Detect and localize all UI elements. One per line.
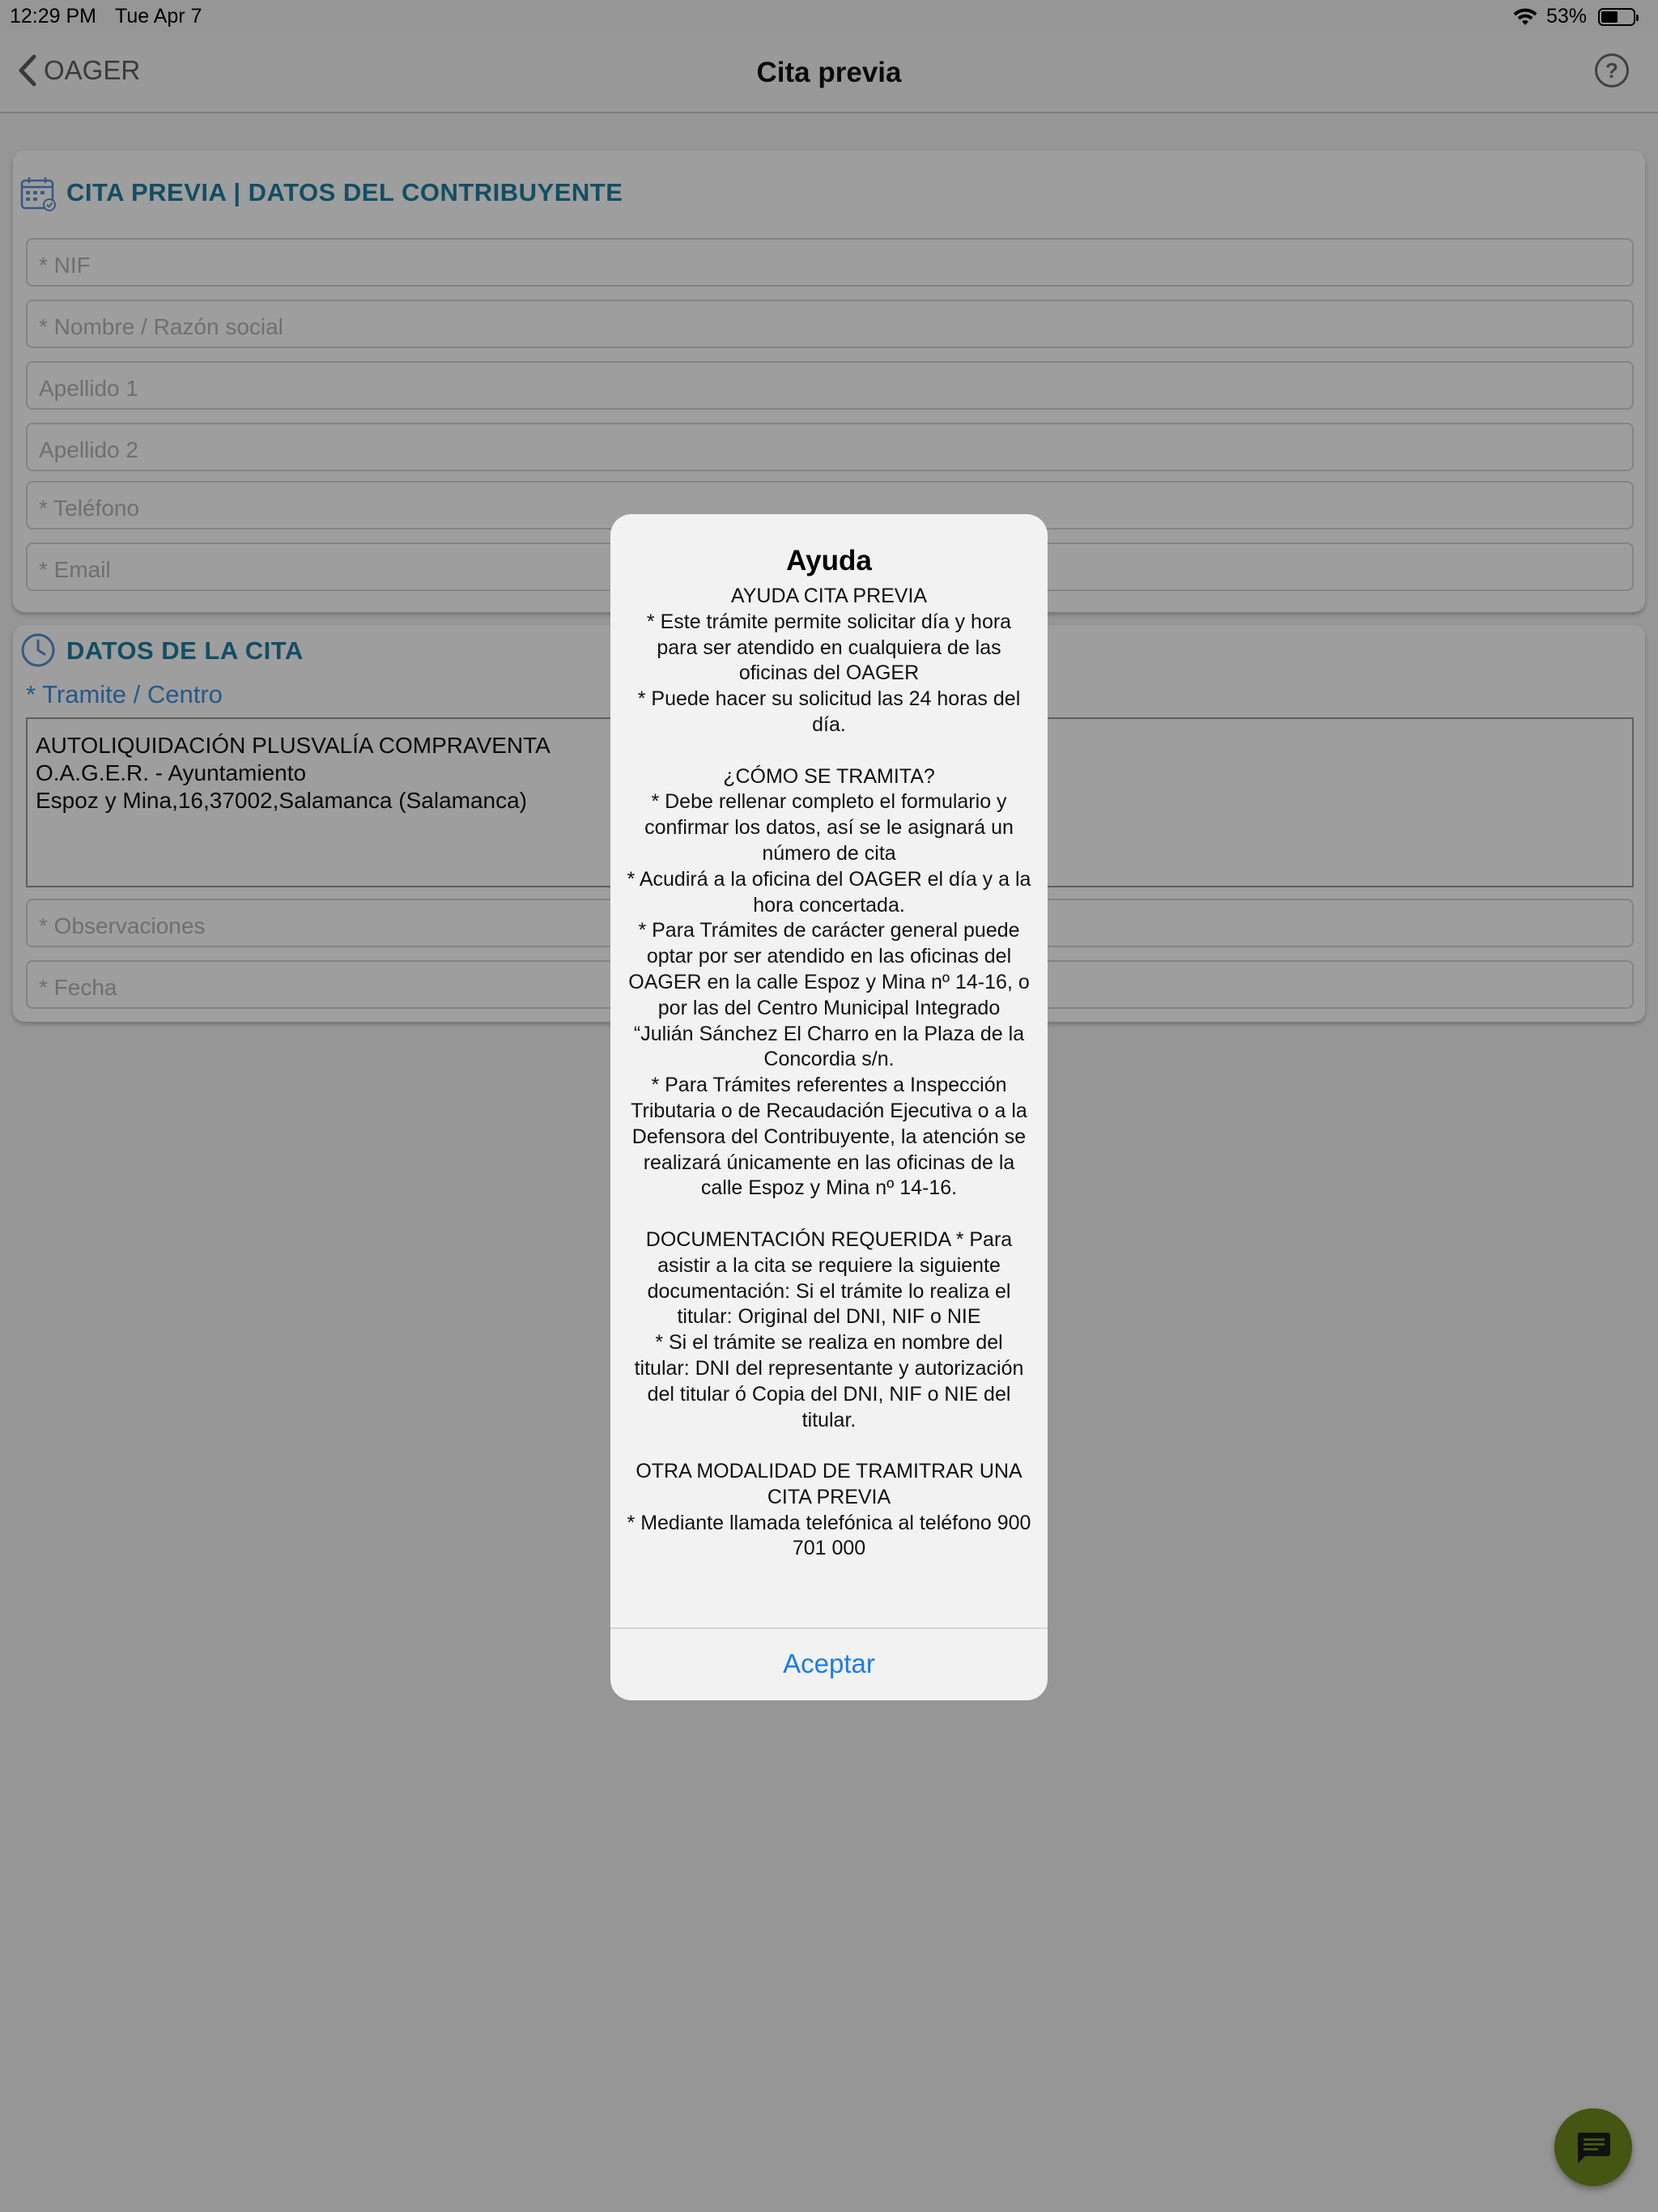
fecha-placeholder: * Fecha [39,975,117,1000]
address-line: Espoz y Mina,16,37002,Salamanca (Salamanca) [36,788,528,813]
battery-percent: 53% [1545,5,1587,28]
page-title: Cita previa [756,57,902,88]
centro-line: O.A.G.E.R. - Ayuntamiento [36,760,307,785]
help-dialog [610,514,1048,1700]
apellido1-placeholder: Apellido 1 [39,376,138,401]
back-label: OAGER [44,55,141,85]
accept-button[interactable]: Aceptar [783,1648,875,1678]
status-date: Tue Apr 7 [115,5,202,28]
observaciones-placeholder: * Observaciones [39,913,206,938]
apellido2-placeholder: Apellido 2 [39,437,138,462]
tramite-line: AUTOLIQUIDACIÓN PLUSVALÍA COMPRAVENTA [36,733,551,758]
dialog-title: Ayuda [786,545,872,576]
contribuyente-section-title: CITA PREVIA | DATOS DEL CONTRIBUYENTE [66,178,623,206]
nombre-placeholder: * Nombre / Razón social [39,314,283,339]
dialog-message: AYUDA CITA PREVIA * Este trámite permite solicitar día y hora para ser atendido en cualquiera de las oficinas del OAGER * Puede hacer su solicitud las 24 horas del día. ¿CÓMO SE TRAMITA? * Debe rellenar completo el formulario y confirmar los datos, así se le asignará un número de cita * Acudirá a la oficina del OAGER el día y a la hora concertada. * Para Trámites de carácter general puede optar por ser atendido en las oficinas del OAGER en la calle Espoz y Mina nº 14-16, o por las del Centro Municipal Integrado “Julián Sánchez El Charro en la Plaza de la Concordia s/n. * Para Trámites referentes a Inspección Tributaria o de Recaudación Ejecutiva o a la Defensora del Contribuyente, la atención se realizará únicamente en las oficinas de la calle Espoz y Mina nº 14-16. DOCUMENTACIÓN REQUERIDA * Para asistir a la cita se requiere la siguiente documentación: Si el trámite lo realiza el titular: Original del DNI, NIF o NIE * Si el trámite se realiza en nombre del titular: DNI del representante y autorización del titular ó Copia del DNI, NIF o NIE del titular. OTRA MODALIDAD DE TRAMITRAR UNA CITA PREVIA * Mediante llamada telefónica al teléfono 900 701 000 [627,585,1031,1560]
telefono-placeholder: * Teléfono [39,496,140,521]
nif-placeholder: * NIF [39,253,91,278]
tramite-centro-label: * Tramite / Centro [26,680,223,708]
email-placeholder: * Email [39,557,111,582]
status-time: 12:29 PM [10,5,97,28]
question-circle-icon: ? [1605,58,1618,83]
cita-section-title: DATOS DE LA CITA [66,636,304,665]
